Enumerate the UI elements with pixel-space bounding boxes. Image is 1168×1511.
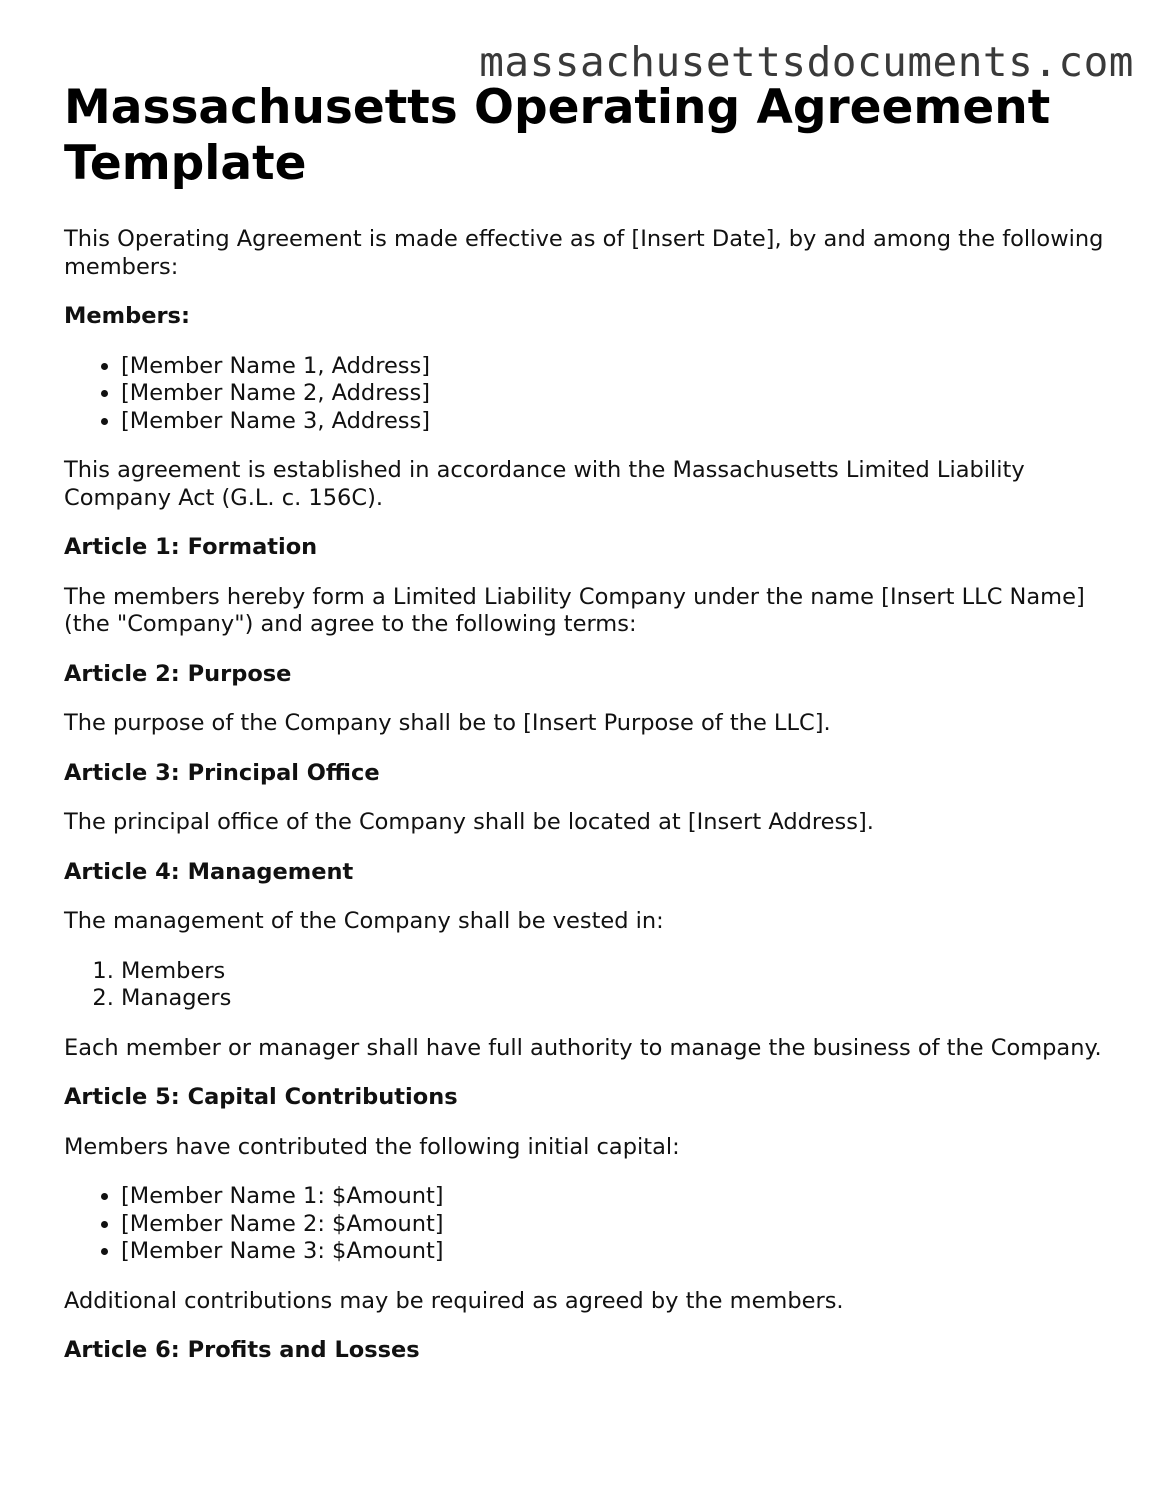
article-6-heading: Article 6: Profits and Losses [64, 1337, 420, 1363]
article-4-authority: Each member or manager shall have full authority to manage the business of the Company. [64, 1034, 1102, 1061]
accordance-paragraph: This agreement is established in accordance with the Massachusetts Limited Liability Company Act (G.L. c. 156C). [64, 457, 1025, 511]
list-item: 1. Members [121, 958, 1124, 986]
list-item: • [Member Name 3: $Amount] [121, 1238, 1124, 1266]
list-item: • [Member Name 1: $Amount] [121, 1183, 1124, 1211]
article-5-heading: Article 5: Capital Contributions [64, 1084, 458, 1110]
article-4-heading: Article 4: Management [64, 858, 354, 885]
list-item: • [Member Name 2: $Amount] [121, 1211, 1124, 1239]
article-3-heading: Article 3: Principal Office [64, 759, 380, 786]
article-3-text: The principal office of the Company shall be located at [Insert Address]. [64, 809, 874, 835]
members-list [64, 353, 1124, 436]
list-item: • [Member Name 3, Address] [121, 408, 1124, 436]
article-4-text: The management of the Company shall be vested in: [64, 908, 664, 934]
document-title: Massachusetts Operating Agreement Template [64, 80, 1051, 191]
contributions-list [64, 1183, 1124, 1266]
article-1-heading: Article 1: Formation [64, 534, 318, 560]
article-5-text: Members have contributed the following initial capital: [64, 1133, 680, 1160]
list-item: • [Member Name 2, Address] [121, 380, 1124, 408]
list-item: 2. Managers [121, 985, 1124, 1013]
article-2-text: The purpose of the Company shall be to [Insert Purpose of the LLC]. [64, 710, 831, 736]
site-watermark: massachusettsdocuments.com [479, 38, 1134, 86]
article-5-additional: Additional contributions may be required as agreed by the members. [64, 1287, 844, 1314]
management-options-list [64, 958, 1124, 1013]
intro-paragraph: This Operating Agreement is made effective as of [Insert Date], by and among the following members: [64, 226, 1104, 280]
article-1-text: The members hereby form a Limited Liability Company under the name [Insert LLC Name] (the "Company") and agree to the following terms: [64, 583, 1085, 637]
article-2-heading: Article 2: Purpose [64, 660, 292, 687]
document-body [64, 80, 1124, 1365]
list-item: • [Member Name 1, Address] [121, 353, 1124, 381]
members-heading: Members: [64, 303, 190, 329]
